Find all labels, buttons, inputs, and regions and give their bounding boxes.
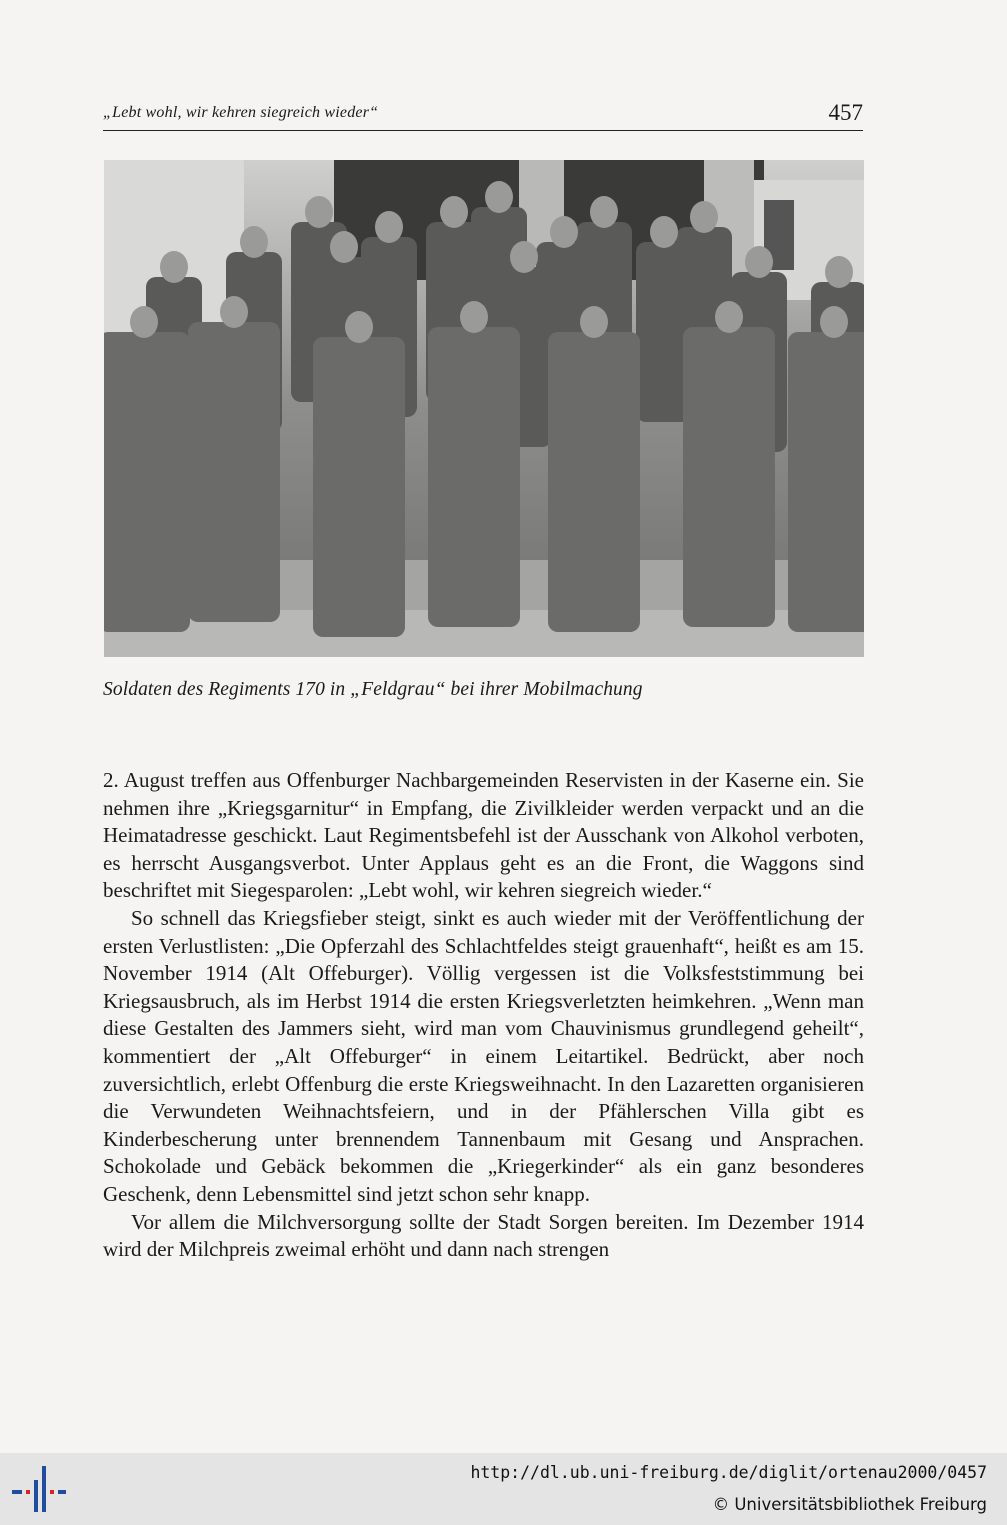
- source-url-link[interactable]: http://dl.ub.uni-freiburg.de/diglit/ortenau2000/0457: [470, 1463, 987, 1482]
- paragraph: 2. August treffen aus Offenburger Nachbargemeinden Reservisten in der Kaserne ein. Sie nehmen ihre „Kriegsgarnitur“ in Empfang, die Zivilkleider werden verpackt und an die Heimatadresse geschickt. Laut Regimentsbefehl ist der Ausschank von Alkohol verboten, es herrscht Ausgangsverbot. Unter Applaus geht es an die Front, die Waggons sind beschriftet mit Siegesparolen: „Lebt wohl, wir kehren siegreich wieder.“: [103, 768, 864, 903]
- copyright-notice: © Universitätsbibliothek Freiburg: [712, 1495, 987, 1514]
- running-title: „Lebt wohl, wir kehren siegreich wieder“: [103, 104, 379, 121]
- photo-illustration: [104, 160, 864, 657]
- page-number: 457: [828, 100, 863, 125]
- figure-caption: Soldaten des Regiments 170 in „Feldgrau“ bei ihrer Mobilmachung: [103, 679, 643, 700]
- library-logo-icon[interactable]: [12, 1466, 66, 1516]
- paragraph: So schnell das Kriegsfieber steigt, sinkt es auch wieder mit der Veröffentlichung der ersten Verlustlisten: „Die Opferzahl des Schlachtfeldes steigt grauenhaft“, heißt es am 15. November 1914 (Alt Offeburger). Völlig vergessen ist die Volksfeststimmung bei Kriegsausbruch, als im Herbst 1914 die ersten Kriegsverletzten heimkehren. „Wenn man diese Gestalten des Jammers sieht, wird man vom Chauvinismus grundlegend geheilt“, kommentiert der „Alt Offeburger“ in einem Leitartikel. Bedrückt, aber noch zuversichtlich, erlebt Offenburg die erste Kriegsweihnacht. In den Lazaretten organisieren die Verwundeten Weihnachtsfeiern, und in der Pfählerschen Villa gibt es Kinderbescherung unter brennendem Tannenbaum mit Gesang und Ansprachen. Schokolade und Gebäck bekommen die „Kriegerkinder“ als ein ganz besonderes Geschenk, denn Lebensmittel sind jetzt schon sehr knapp.: [103, 905, 864, 1206]
- running-head: [103, 100, 863, 131]
- footer-bar: [0, 1453, 1007, 1525]
- body-text: [103, 767, 864, 1264]
- paragraph: Vor allem die Milchversorgung sollte der Stadt Sorgen bereiten. Im Dezember 1914 wird der Milchpreis zweimal erhöht und dann nach strengen: [103, 1209, 864, 1262]
- soldiers-photograph: [104, 160, 864, 657]
